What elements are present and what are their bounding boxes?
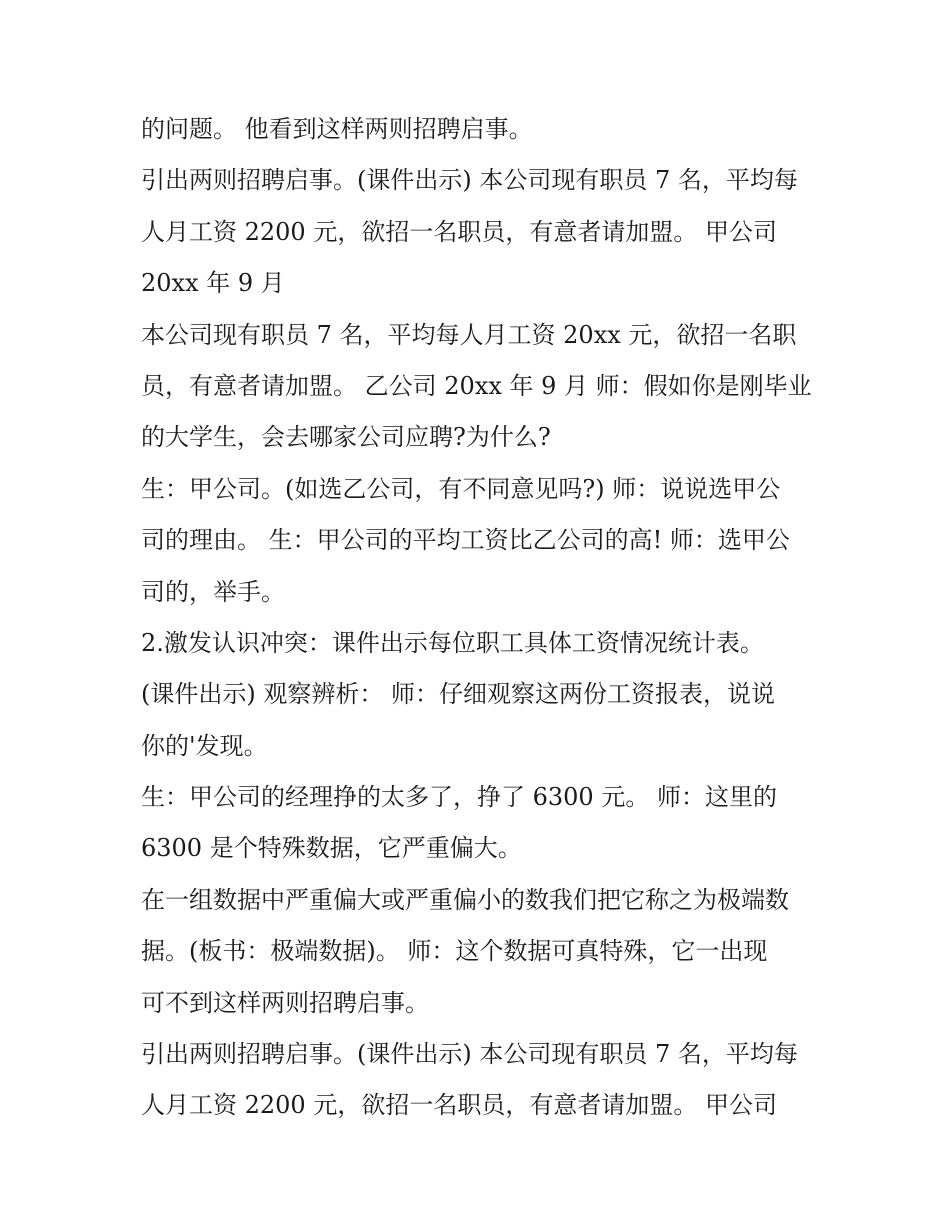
text-line: 可不到这样两则招聘启事。 <box>141 988 429 1017</box>
text-line: 生：甲公司的经理挣的太多了，挣了 6300 元。 师：这里的 <box>141 783 777 812</box>
text-line: 的大学生，会去哪家公司应聘?为什么? <box>141 423 551 452</box>
text-line: 人月工资 2200 元，欲招一名职员，有意者请加盟。 甲公司 <box>141 1091 777 1120</box>
text-line: 生：甲公司。(如选乙公司，有不同意见吗?) 师：说说选甲公 <box>141 474 781 503</box>
text-line: 20xx 年 9 月 <box>141 269 285 298</box>
text-line: 本公司现有职员 7 名，平均每人月工资 20xx 元，欲招一名职 <box>141 320 797 349</box>
text-line: 引出两则招聘启事。(课件出示) 本公司现有职员 7 名，平均每 <box>141 166 798 195</box>
text-line: (课件出示) 观察辨析： 师：仔细观察这两份工资报表，说说 <box>141 680 775 709</box>
text-line: 你的'发现。 <box>141 731 268 760</box>
text-line: 在一组数据中严重偏大或严重偏小的数我们把它称之为极端数 <box>141 885 789 914</box>
text-line: 6300 是个特殊数据，它严重偏大。 <box>141 834 522 863</box>
text-line: 司的理由。 生：甲公司的平均工资比乙公司的高! 师：选甲公 <box>141 526 790 555</box>
text-line: 引出两则招聘启事。(课件出示) 本公司现有职员 7 名，平均每 <box>141 1040 798 1069</box>
text-line: 人月工资 2200 元，欲招一名职员，有意者请加盟。 甲公司 <box>141 217 777 246</box>
text-line: 据。(板书：极端数据)。 师：这个数据可真特殊，它一出现 <box>141 937 768 966</box>
text-line: 2.激发认识冲突：课件出示每位职工具体工资情况统计表。 <box>141 628 764 657</box>
text-line: 司的，举手。 <box>141 577 285 606</box>
document-body <box>141 104 821 1132</box>
text-line: 的问题。 他看到这样两则招聘启事。 <box>141 115 533 143</box>
text-line: 员，有意者请加盟。 乙公司 20xx 年 9 月 师：假如你是刚毕业 <box>141 371 812 400</box>
